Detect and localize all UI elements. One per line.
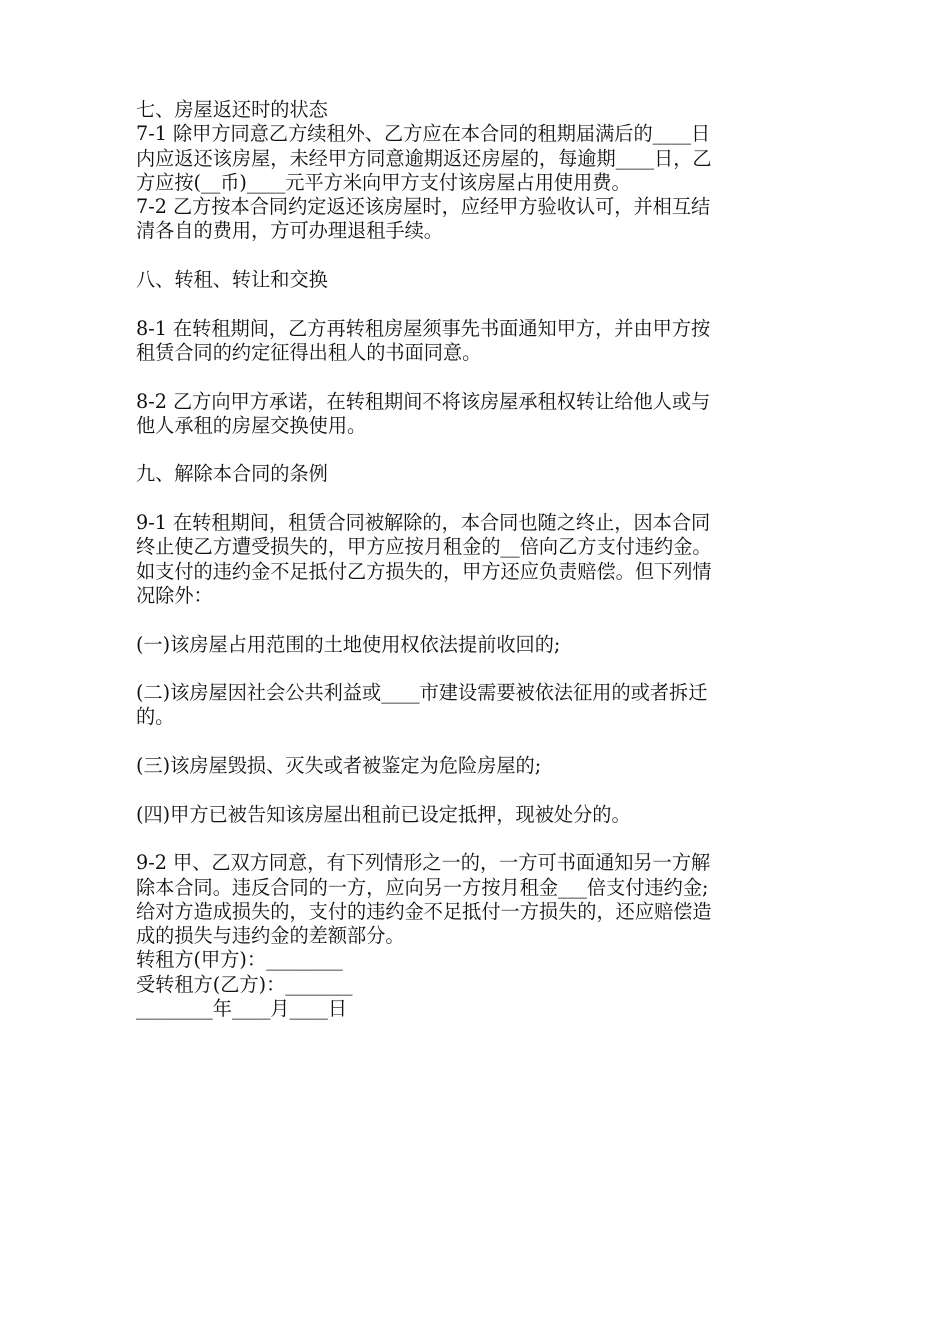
paragraph-line: 7-1 除甲方同意乙方续租外、乙方应在本合同的租期届满后的____日 <box>136 122 711 146</box>
paragraph-line: 成的损失与违约金的差额部分。 <box>136 924 405 948</box>
paragraph-line: 方应按(__币)____元平方米向甲方支付该房屋占用使用费。 <box>136 170 631 194</box>
blank-line <box>136 608 816 632</box>
signature-line-party-b: 受转租方(乙方)：_______ <box>136 972 353 996</box>
paragraph-line: 他人承租的房屋交换使用。 <box>136 413 367 437</box>
paragraph-line: 租赁合同的约定征得出租人的书面同意。 <box>136 340 482 364</box>
signature-line-party-a: 转租方(甲方)：________ <box>136 948 343 972</box>
paragraph-line: 清各自的费用，方可办理退租手续。 <box>136 219 443 243</box>
section-heading: 八、转租、转让和交换 <box>136 268 328 292</box>
section-heading: 七、房屋返还时的状态 <box>136 98 328 121</box>
blank-line <box>136 365 816 389</box>
section-heading: 九、解除本合同的条例 <box>136 462 328 486</box>
paragraph-line: 内应返还该房屋，未经甲方同意逾期返还房屋的，每逾期____日，乙 <box>136 146 712 170</box>
paragraph-line: 9-1 在转租期间，租赁合同被解除的，本合同也随之终止，因本合同 <box>136 511 711 535</box>
contract-text <box>136 98 816 1021</box>
paragraph-line: 除本合同。违反合同的一方，应向另一方按月租金___倍支付违约金; <box>136 875 709 899</box>
paragraph-line: 给对方造成损失的，支付的违约金不足抵付一方损失的，还应赔偿造 <box>136 899 712 923</box>
paragraph-line: 8-1 在转租期间，乙方再转租房屋须事先书面通知甲方，并由甲方按 <box>136 316 711 340</box>
blank-line <box>136 244 816 268</box>
blank-line <box>136 438 816 462</box>
list-item: (一)该房屋占用范围的土地使用权依法提前收回的; <box>136 632 561 656</box>
list-item: (四)甲方已被告知该房屋出租前已设定抵押，现被处分的。 <box>136 802 631 826</box>
paragraph-line: 8-2 乙方向甲方承诺，在转租期间不将该房屋承租权转让给他人或与 <box>136 389 711 413</box>
date-line: ________年____月____日 <box>136 996 348 1020</box>
blank-line <box>136 827 816 851</box>
paragraph-line: 如支付的违约金不足抵付乙方损失的，甲方还应负责赔偿。但下列情 <box>136 559 712 583</box>
list-item: (二)该房屋因社会公共利益或____市建设需要被依法征用的或者拆迁 <box>136 681 708 705</box>
blank-line <box>136 730 816 754</box>
paragraph-line: 9-2 甲、乙双方同意，有下列情形之一的，一方可书面通知另一方解 <box>136 851 711 875</box>
blank-line <box>136 657 816 681</box>
paragraph-line: 7-2 乙方按本合同约定返还该房屋时，应经甲方验收认可，并相互结 <box>136 195 711 219</box>
blank-line <box>136 487 816 511</box>
paragraph-line: 况除外： <box>136 583 213 607</box>
blank-line <box>136 778 816 802</box>
list-item: 的。 <box>136 705 175 729</box>
list-item: (三)该房屋毁损、灭失或者被鉴定为危险房屋的; <box>136 754 542 778</box>
paragraph-line: 终止使乙方遭受损失的，甲方应按月租金的__倍向乙方支付违约金。 <box>136 535 712 559</box>
blank-line <box>136 292 816 316</box>
